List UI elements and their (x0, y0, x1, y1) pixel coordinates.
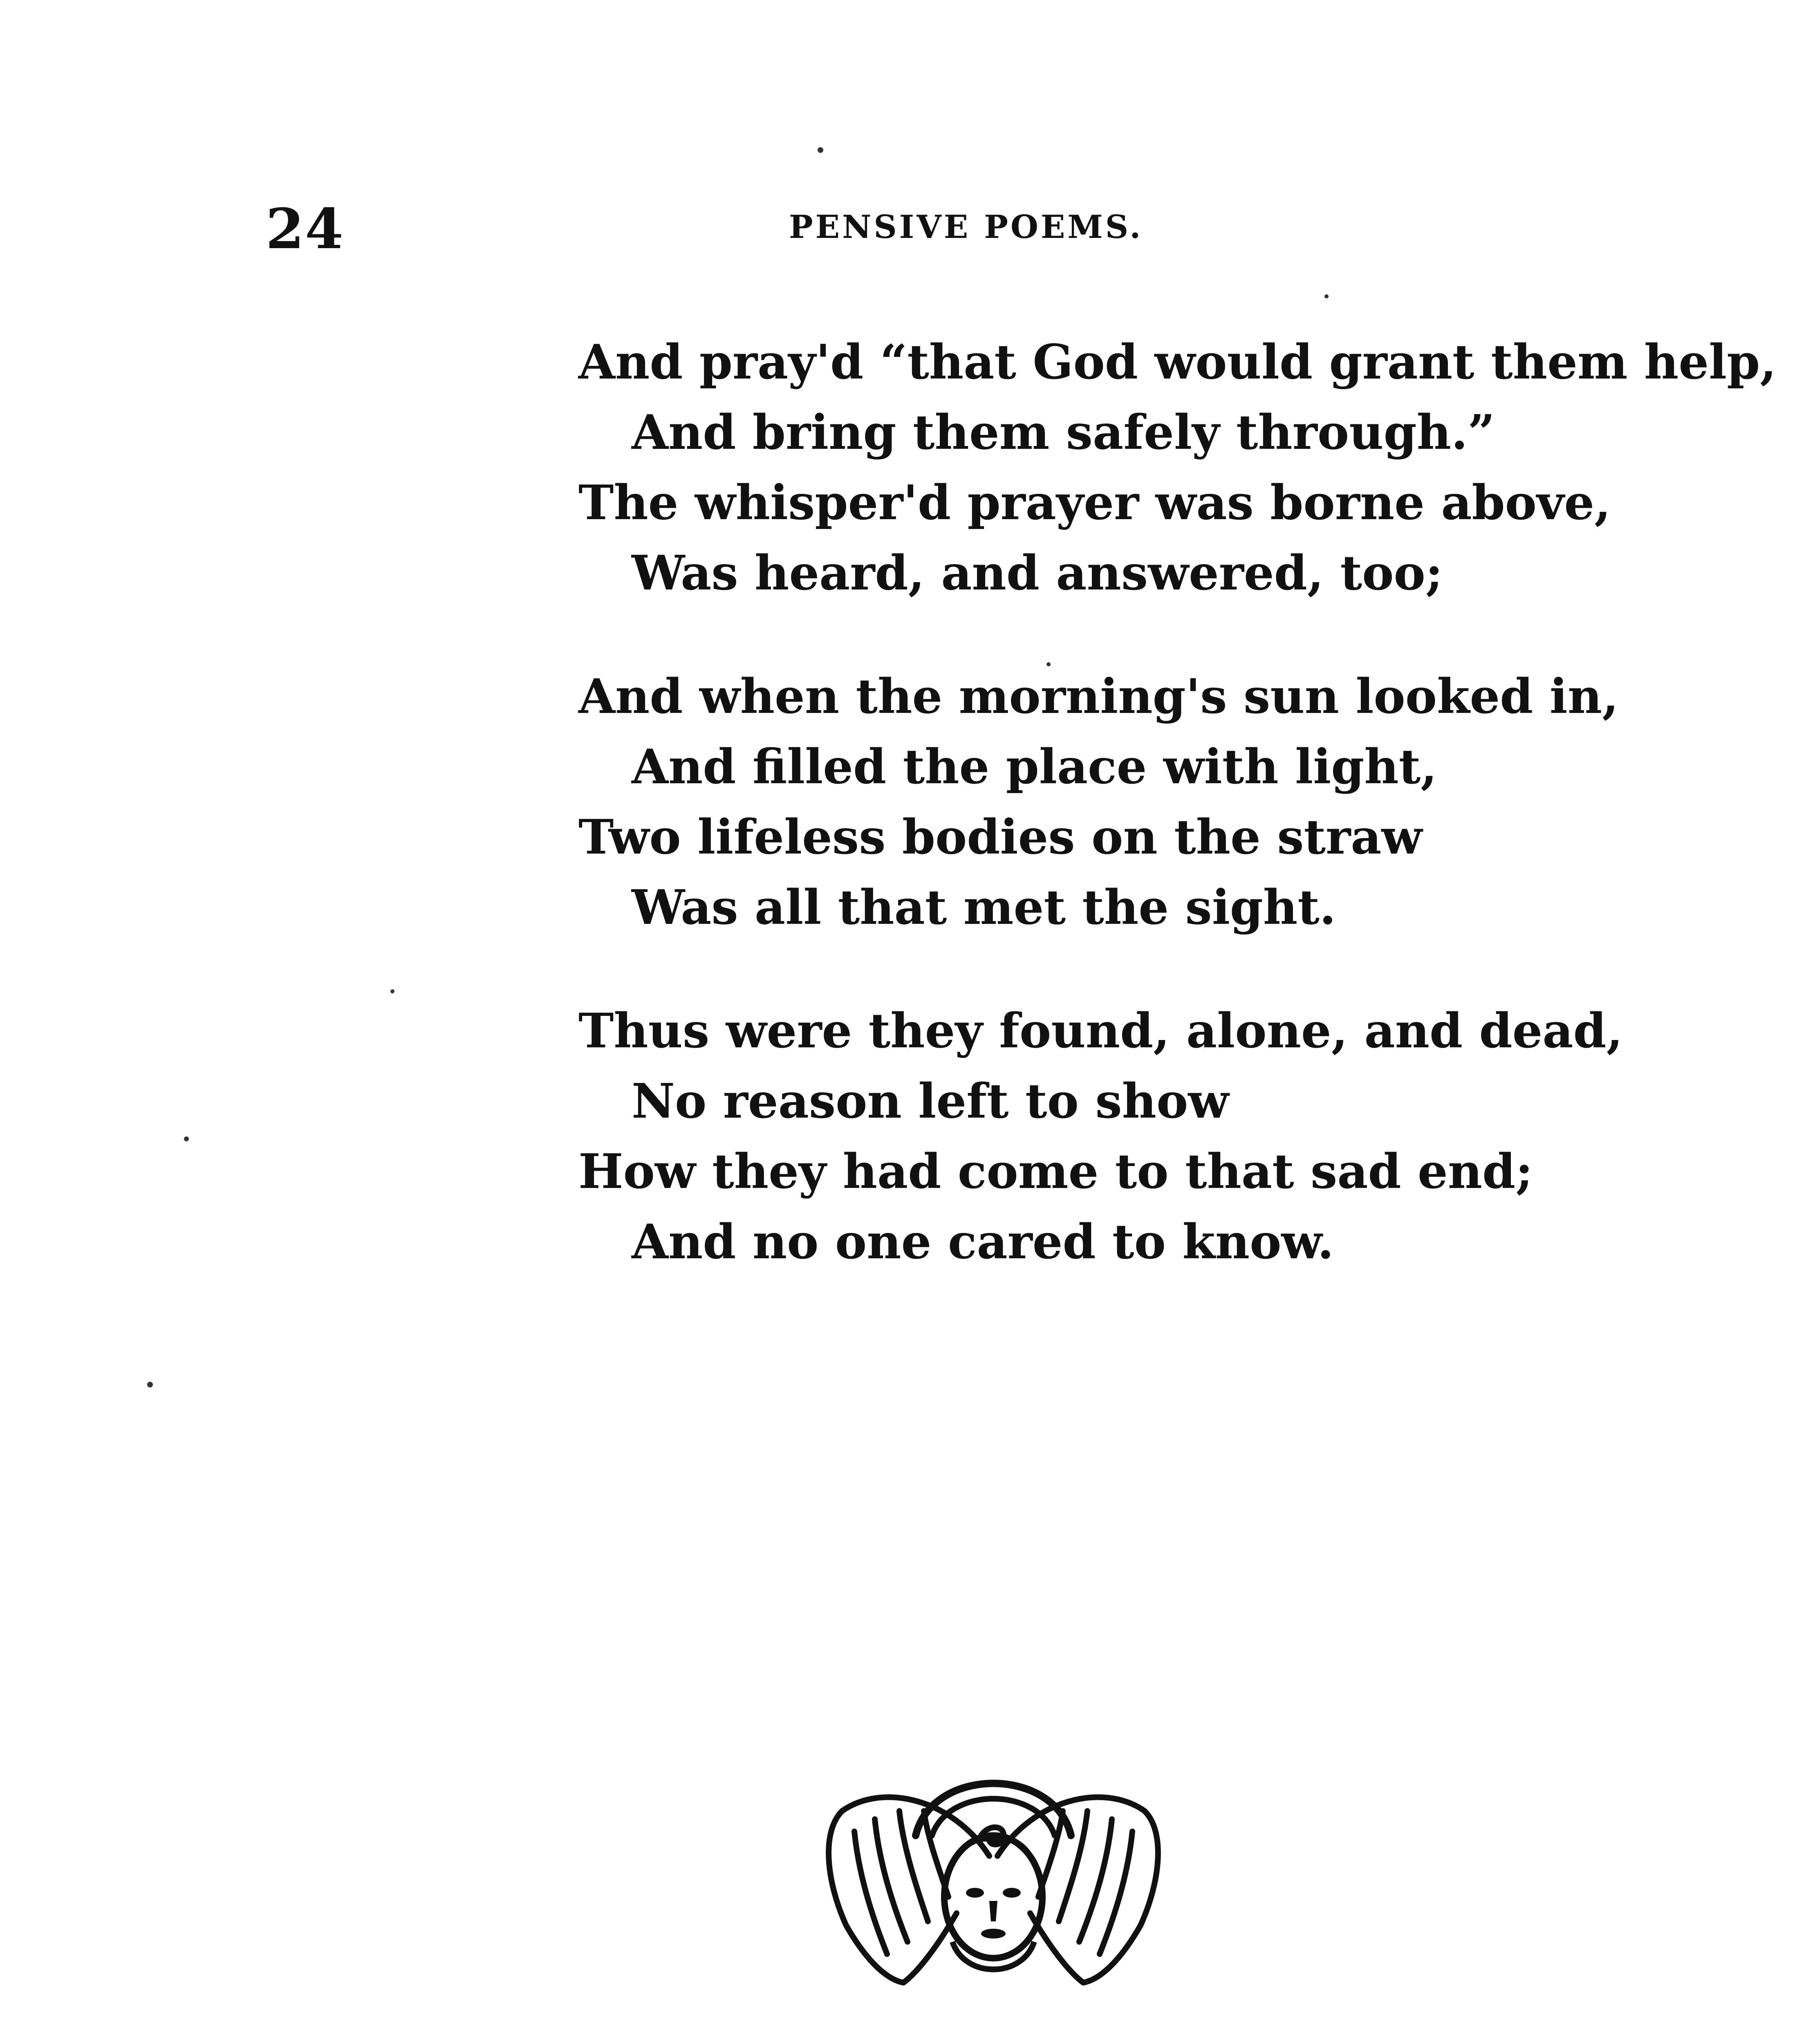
poem-line: No reason left to show (632, 1074, 1229, 1129)
poem-line: And bring them safely through.” (632, 405, 1495, 460)
poem-line: The whisper'd prayer was borne above, (578, 475, 1611, 531)
poem-line: Was all that met the sight. (632, 880, 1336, 935)
poem-line: And when the morning's sun looked in, (578, 669, 1619, 724)
running-title: PENSIVE POEMS. (789, 208, 1143, 246)
stanza-2 (578, 661, 1682, 943)
poem-line: And no one cared to know. (632, 1214, 1334, 1270)
page-number: 24 (266, 196, 344, 261)
scan-speck (1046, 662, 1051, 666)
poem-line: Two lifeless bodies on the straw (578, 809, 1423, 865)
scan-speck (184, 1136, 189, 1141)
scan-speck (147, 1382, 153, 1387)
poem-line: And pray'd “that God would grant them help, (578, 334, 1777, 390)
stanza-3 (578, 996, 1682, 1277)
running-head (0, 172, 1815, 261)
scan-speck (818, 147, 823, 153)
poem-line: And filled the place with light, (632, 739, 1437, 795)
poem (578, 327, 1777, 1330)
poem-line: Was heard, and answered, too; (632, 545, 1443, 601)
poem-line: Thus were they found, alone, and dead, (578, 1003, 1623, 1059)
scan-speck (390, 989, 394, 993)
stanza-1 (578, 327, 1777, 608)
scan-speck (1324, 294, 1329, 298)
winged-cherub-head-icon (818, 1750, 1169, 2003)
poem-line: How they had come to that sad end; (578, 1144, 1533, 1199)
